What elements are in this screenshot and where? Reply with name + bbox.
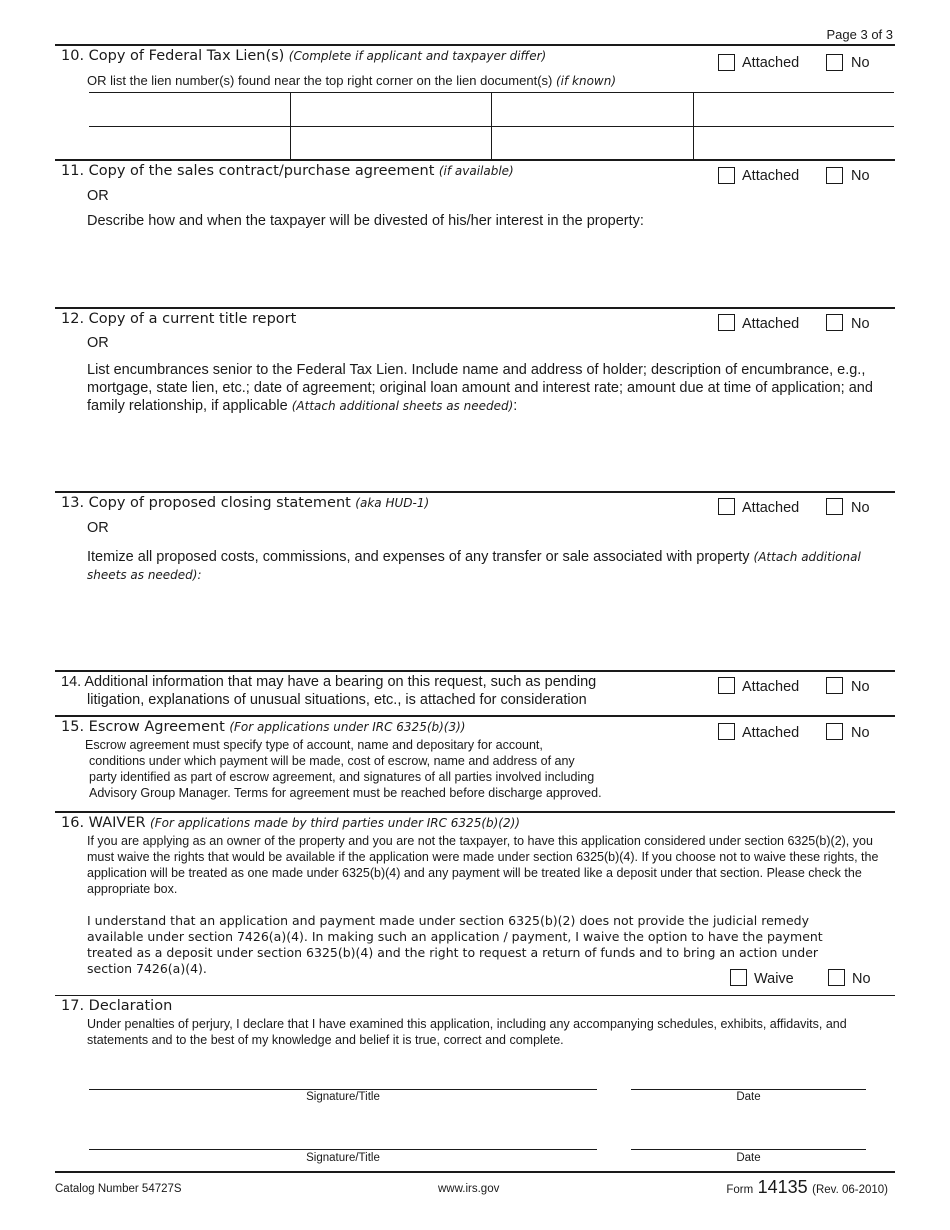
item-11-note: (if available) <box>438 164 514 178</box>
item-12-title: 12. Copy of a current title report <box>61 311 297 327</box>
form-identifier <box>726 1177 888 1198</box>
signature-label: Signature/Title <box>306 1152 380 1164</box>
item-10-no-label: No <box>851 55 870 71</box>
item-12-attached-checkbox[interactable] <box>718 314 735 331</box>
form-number: 14135 <box>757 1177 808 1197</box>
item-12-heading <box>61 310 296 328</box>
item-11-title: 11. Copy of the sales contract/purchase agreement <box>61 163 435 179</box>
item-12-description: List encumbrances senior to the Federal Tax Lien. Include name and address of holder; description of encumbrance, e.g., mortgage, state lien, etc.; date of agreement; original loan amount and interest rate; amount due at time of application; and family relationship, if applicable (Attach additional sheets as needed): <box>87 362 873 414</box>
signature-field-1[interactable] <box>89 1062 597 1089</box>
item-10-no-checkbox[interactable] <box>826 54 843 71</box>
date-line <box>631 1149 866 1150</box>
item-15-text-line: Advisory Group Manager. Terms for agreement must be reached before discharge approved. <box>89 786 602 800</box>
waive-label: Waive <box>754 971 794 987</box>
item-15-attached-label: Attached <box>742 725 800 741</box>
item-17-declaration-text: Under penalties of perjury, I declare that I have examined this application, including any accompanying schedules, exhibits, affidavits, and statements and to the best of my knowledge and belief it is true, correct and complete. <box>87 1017 847 1047</box>
item-15-no-label: No <box>851 725 870 741</box>
waive-checkbox[interactable] <box>730 969 747 986</box>
item-11-no-checkbox[interactable] <box>826 167 843 184</box>
section-divider <box>55 44 895 46</box>
section-divider <box>55 670 895 672</box>
item-14-no-checkbox[interactable] <box>826 677 843 694</box>
item-14-line2: litigation, explanations of unusual situations, etc., is attached for consideration <box>87 692 587 708</box>
footer-divider <box>55 1171 895 1173</box>
item-15-text-line: party identified as part of escrow agreement, and signatures of all parties involved including <box>89 770 595 784</box>
lien-number-field-3[interactable] <box>492 93 692 125</box>
item-11-attached-label: Attached <box>742 168 800 184</box>
lien-number-field-7[interactable] <box>492 127 692 159</box>
item-13-no-checkbox[interactable] <box>826 498 843 515</box>
lien-number-field-1[interactable] <box>90 93 289 125</box>
item-10-attached-checkbox[interactable] <box>718 54 735 71</box>
item-16-heading <box>61 814 520 832</box>
item-10-note: (Complete if applicant and taxpayer differ) <box>288 49 547 63</box>
lien-number-field-2[interactable] <box>291 93 490 125</box>
signature-field-2[interactable] <box>89 1122 597 1149</box>
item-12-no-label: No <box>851 316 870 332</box>
section-divider <box>55 159 895 161</box>
item-11-attached-checkbox[interactable] <box>718 167 735 184</box>
item-12-no-checkbox[interactable] <box>826 314 843 331</box>
item-16-title: 16. WAIVER <box>61 815 146 831</box>
item-11-no-label: No <box>851 168 870 184</box>
item-13-note: (aka HUD-1) <box>355 496 430 510</box>
item-16-waiver-statement: I understand that an application and payment made under section 6325(b)(2) does not provide the judicial remedy available under section 7426(a)(4). In making such an application / payment, I waive the option to have the payment treated as a deposit under section 6325(b)(4) and the right to request a return of funds and to bring an action under section 7426(a)(4). <box>87 913 823 976</box>
item-16-no-checkbox[interactable] <box>828 969 845 986</box>
date-label: Date <box>736 1091 761 1103</box>
item-10-line2: OR list the lien number(s) found near the top right corner on the lien document(s) (if known) <box>87 73 617 88</box>
item-13-heading <box>61 494 429 512</box>
item-13-or: OR <box>87 520 109 536</box>
signature-label: Signature/Title <box>306 1091 380 1103</box>
section-divider <box>55 715 895 717</box>
item-14-title: 14. Additional information that may have a bearing on this request, such as pending <box>61 674 597 690</box>
form-revision: (Rev. 06-2010) <box>812 1184 888 1196</box>
item-13-answer-area[interactable] <box>87 586 893 666</box>
date-field-2[interactable] <box>631 1122 866 1149</box>
form-prefix: Form <box>726 1184 754 1196</box>
section-divider <box>55 307 895 309</box>
lien-number-field-4[interactable] <box>694 93 893 125</box>
item-15-attached-checkbox[interactable] <box>718 723 735 740</box>
lien-number-field-6[interactable] <box>291 127 490 159</box>
item-12-or: OR <box>87 335 109 351</box>
item-15-text-line: conditions under which payment will be made, cost of escrow, name and address of any <box>89 754 575 768</box>
item-10-heading <box>61 47 546 65</box>
item-11-heading <box>61 162 514 180</box>
item-12-attached-label: Attached <box>742 316 800 332</box>
item-10-attached-label: Attached <box>742 55 800 71</box>
section-divider <box>55 995 895 996</box>
signature-line <box>89 1149 597 1150</box>
item-13-attached-label: Attached <box>742 500 800 516</box>
lien-number-field-8[interactable] <box>694 127 893 159</box>
item-10-title: 10. Copy of Federal Tax Lien(s) <box>61 48 285 64</box>
item-15-no-checkbox[interactable] <box>826 723 843 740</box>
item-13-description: Itemize all proposed costs, commissions, and expenses of any transfer or sale associated with property (Attach additional sheets as needed): <box>87 549 861 582</box>
item-16-instructions: If you are applying as an owner of the property and you are not the taxpayer, to have this application considered under section 6325(b)(2), you must waive the rights that would be available if the application were made under section 6325(b)(4). If you choose not to waive these rights, the application will be treated as one made under 6325(b)(4) and any payment will be treated like a deposit under that section. Please check the appropriate box. <box>87 834 879 896</box>
item-11-or: OR <box>87 188 109 204</box>
item-17-title: 17. Declaration <box>61 998 173 1014</box>
lien-number-field-5[interactable] <box>90 127 289 159</box>
item-15-title: 15. Escrow Agreement <box>61 719 225 735</box>
item-11-description: Describe how and when the taxpayer will be divested of his/her interest in the property: <box>87 213 644 229</box>
item-16-no-label: No <box>852 971 871 987</box>
item-13-no-label: No <box>851 500 870 516</box>
item-15-note: (For applications under IRC 6325(b)(3)) <box>229 720 466 734</box>
page-number: Page 3 of 3 <box>826 27 893 42</box>
item-14-no-label: No <box>851 679 870 695</box>
item-11-answer-area[interactable] <box>87 234 893 304</box>
item-14-attached-checkbox[interactable] <box>718 677 735 694</box>
date-field-1[interactable] <box>631 1062 866 1089</box>
item-16-note: (For applications made by third parties under IRC 6325(b)(2)) <box>150 816 520 830</box>
item-15-heading <box>61 718 466 736</box>
date-label: Date <box>736 1152 761 1164</box>
item-15-text-line: Escrow agreement must specify type of account, name and depositary for account, <box>85 738 543 752</box>
catalog-number: Catalog Number 54727S <box>55 1183 182 1195</box>
item-13-title: 13. Copy of proposed closing statement <box>61 495 351 511</box>
item-12-answer-area[interactable] <box>87 418 893 488</box>
item-14-attached-label: Attached <box>742 679 800 695</box>
irs-website-link[interactable]: www.irs.gov <box>438 1183 500 1195</box>
item-13-attached-checkbox[interactable] <box>718 498 735 515</box>
section-divider <box>55 811 895 813</box>
section-divider <box>55 491 895 493</box>
